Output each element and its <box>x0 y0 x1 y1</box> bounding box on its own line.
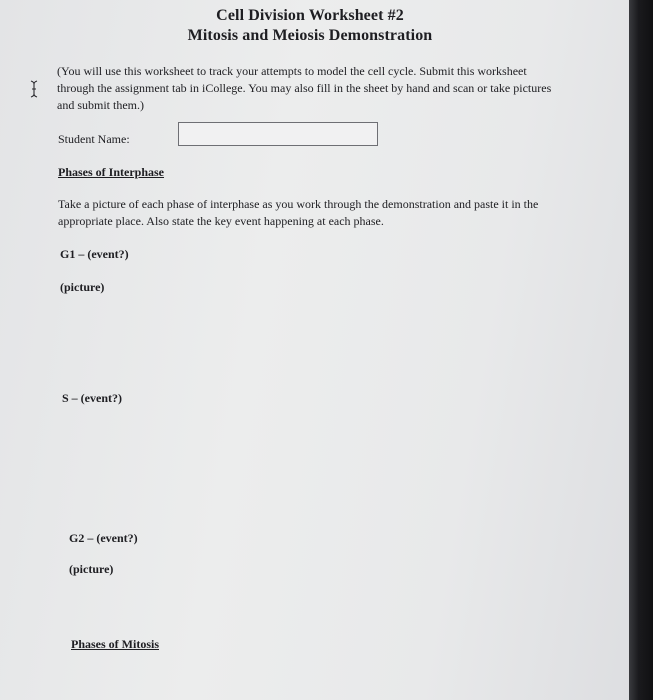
interphase-heading: Phases of Interphase <box>58 165 165 179</box>
text-cursor-icon <box>29 80 39 98</box>
interphase-instructions: Take a picture of each phase of interphase as you work through the demonstration and paste it in the appropriate place. Also state the key event happening at each phase. <box>58 197 539 228</box>
s-event-label: S – (event?) <box>62 391 122 405</box>
student-name-field[interactable] <box>178 122 378 146</box>
g1-picture-label: (picture) <box>60 280 105 294</box>
mitosis-heading: Phases of Mitosis <box>71 637 159 651</box>
worksheet-title: Cell Division Worksheet #2 <box>216 7 404 24</box>
monitor-bezel <box>629 0 653 700</box>
intro-paragraph: (You will use this worksheet to track your attempts to model the cell cycle. Submit this worksheet through the assignment tab in iCollege. You may also fill in the sheet by hand and scan or take pictures and submit them.) <box>57 64 552 112</box>
g2-event-label: G2 – (event?) <box>69 531 138 545</box>
g2-picture-label: (picture) <box>69 562 114 576</box>
student-name-label: Student Name: <box>58 132 130 146</box>
g1-event-label: G1 – (event?) <box>60 247 129 261</box>
worksheet-subtitle: Mitosis and Meiosis Demonstration <box>187 27 433 44</box>
